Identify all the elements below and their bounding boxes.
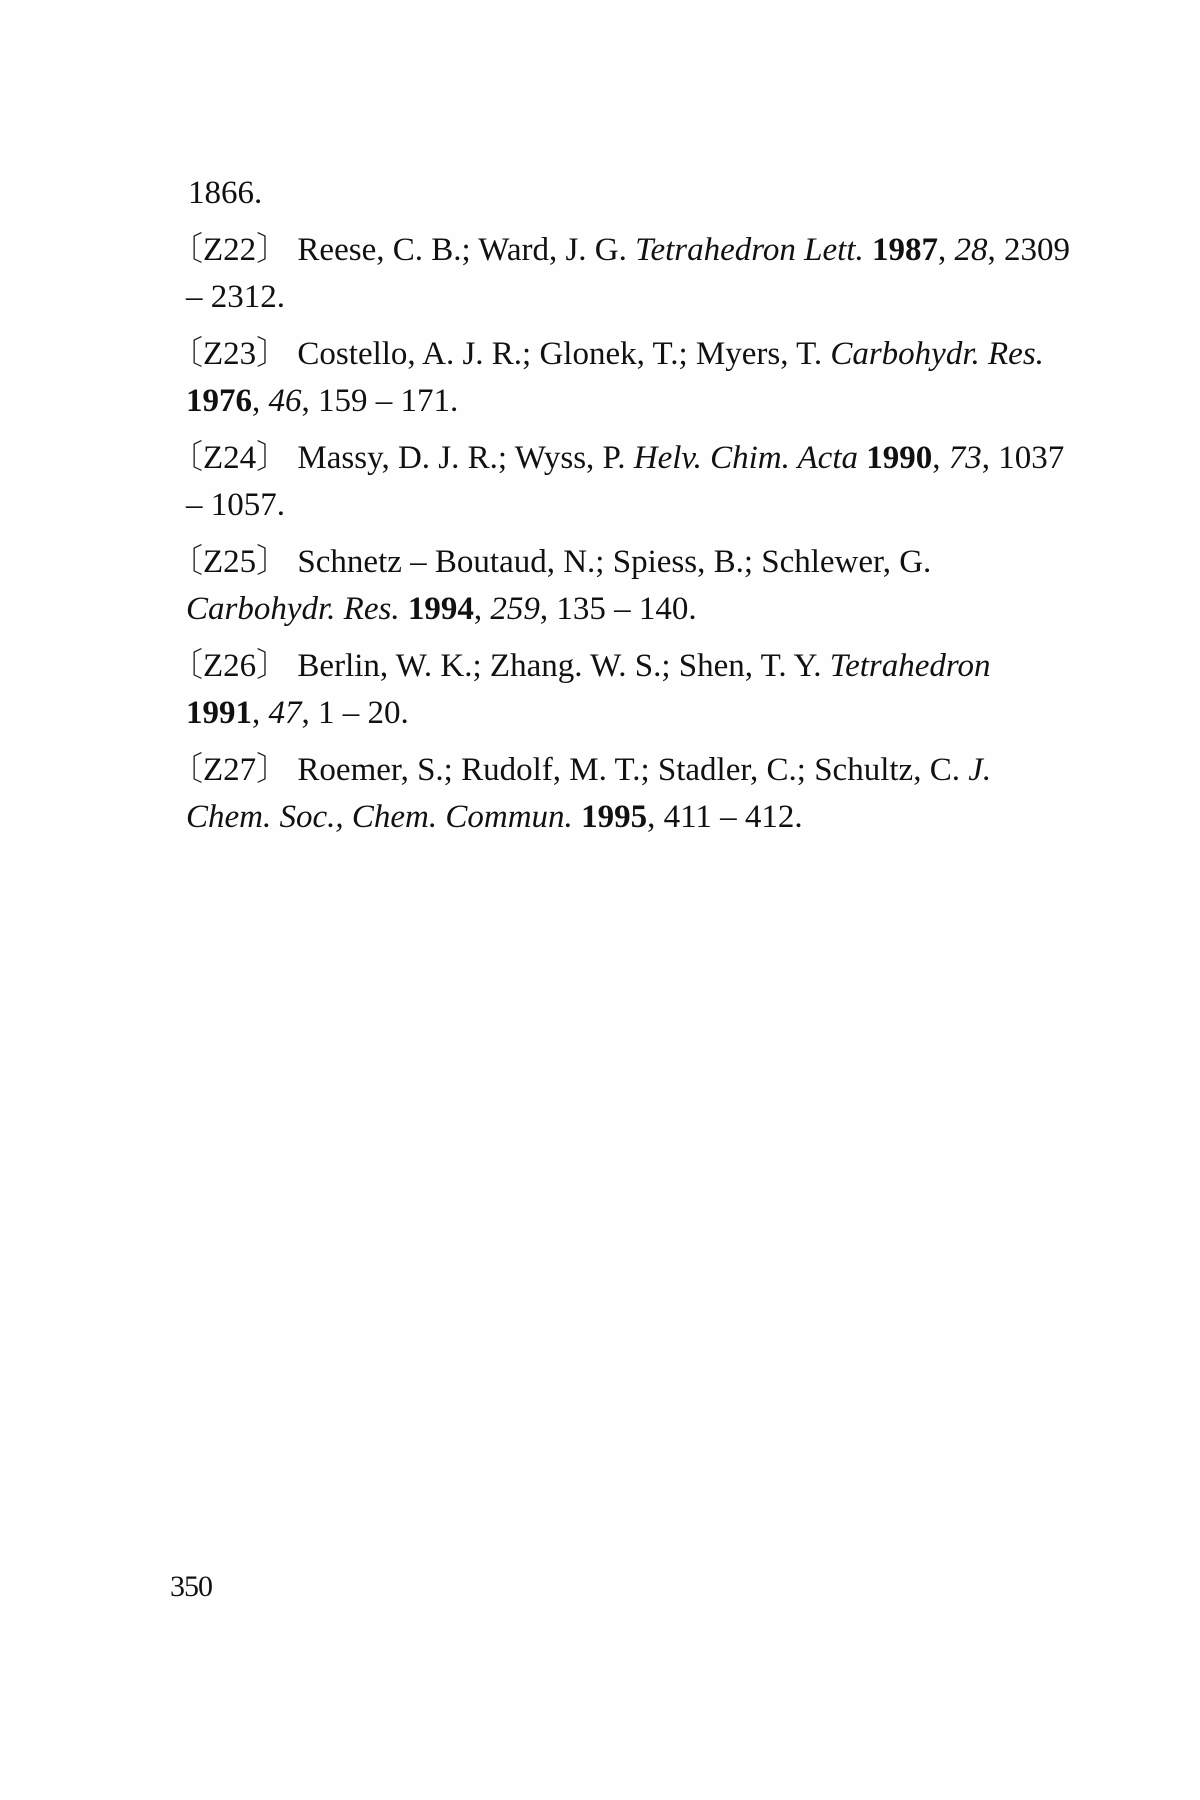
reference-text: Costello, A. J. R.; Glonek, T.; Myers, T. xyxy=(289,336,831,372)
reference-text: , xyxy=(932,440,949,476)
reference-tag: 〔Z26〕 xyxy=(170,648,290,684)
reference-italic-text: 28 xyxy=(954,232,988,268)
reference-text xyxy=(573,799,581,835)
reference-continuation: 1866. xyxy=(188,175,263,211)
reference-text: Schnetz – Boutaud, N.; Spiess, B.; Schlewer, G. xyxy=(289,544,932,580)
reference-tag: 〔Z24〕 xyxy=(170,440,290,476)
reference-list xyxy=(170,170,1070,851)
reference-italic-text: Helv. Chim. Acta xyxy=(633,440,858,476)
reference-year: 1976 xyxy=(186,383,252,419)
reference-text: , 1 – 20. xyxy=(301,695,409,731)
reference-text xyxy=(864,232,872,268)
reference-text: , 135 – 140. xyxy=(539,591,697,627)
reference-text: , 2309 – 2312. xyxy=(186,232,1070,315)
reference-entry xyxy=(170,539,1070,633)
reference-text: Massy, D. J. R.; Wyss, P. xyxy=(289,440,634,476)
reference-entry xyxy=(170,747,1070,841)
reference-text: Roemer, S.; Rudolf, M. T.; Stadler, C.; Schultz, C. xyxy=(289,752,969,788)
reference-entry xyxy=(170,227,1070,321)
reference-text: , 1037 – 1057. xyxy=(186,440,1065,523)
reference-text: , 159 – 171. xyxy=(301,383,459,419)
reference-entry xyxy=(170,643,1070,737)
reference-italic-text: 47 xyxy=(268,695,302,731)
page-number: 350 xyxy=(170,1570,212,1603)
reference-year: 1995 xyxy=(581,799,648,835)
reference-tag: 〔Z23〕 xyxy=(170,336,290,372)
reference-text: , 411 – 412. xyxy=(647,799,803,835)
reference-entry xyxy=(170,331,1070,425)
reference-year: 1990 xyxy=(866,440,933,476)
reference-italic-text: Carbohydr. Res. xyxy=(830,336,1044,372)
reference-italic-text: 73 xyxy=(948,440,982,476)
reference-tag: 〔Z22〕 xyxy=(170,232,290,268)
reference-text: , xyxy=(252,383,269,419)
reference-text: , xyxy=(473,591,491,627)
reference-text: Berlin, W. K.; Zhang. W. S.; Shen, T. Y. xyxy=(289,648,830,684)
reference-year: 1987 xyxy=(871,232,938,268)
reference-text xyxy=(400,591,408,627)
reference-text: , xyxy=(252,695,269,731)
reference-year: 1994 xyxy=(407,591,474,627)
reference-text xyxy=(858,440,866,476)
reference-year: 1991 xyxy=(186,695,252,731)
reference-italic-text: 259 xyxy=(490,591,540,627)
reference-tag: 〔Z25〕 xyxy=(170,544,290,580)
reference-text: Reese, C. B.; Ward, J. G. xyxy=(289,232,636,268)
reference-italic-text: Tetrahedron Lett. xyxy=(635,232,864,268)
reference-items xyxy=(170,227,1070,841)
reference-italic-text: Tetrahedron xyxy=(829,648,991,684)
reference-italic-text: Carbohydr. Res. xyxy=(186,591,400,627)
reference-entry xyxy=(170,435,1070,529)
reference-italic-text: 46 xyxy=(268,383,302,419)
reference-tag: 〔Z27〕 xyxy=(170,752,290,788)
reference-italic-text: J. Chem. Soc., Chem. Commun. xyxy=(186,752,992,835)
reference-text: , xyxy=(937,232,955,268)
